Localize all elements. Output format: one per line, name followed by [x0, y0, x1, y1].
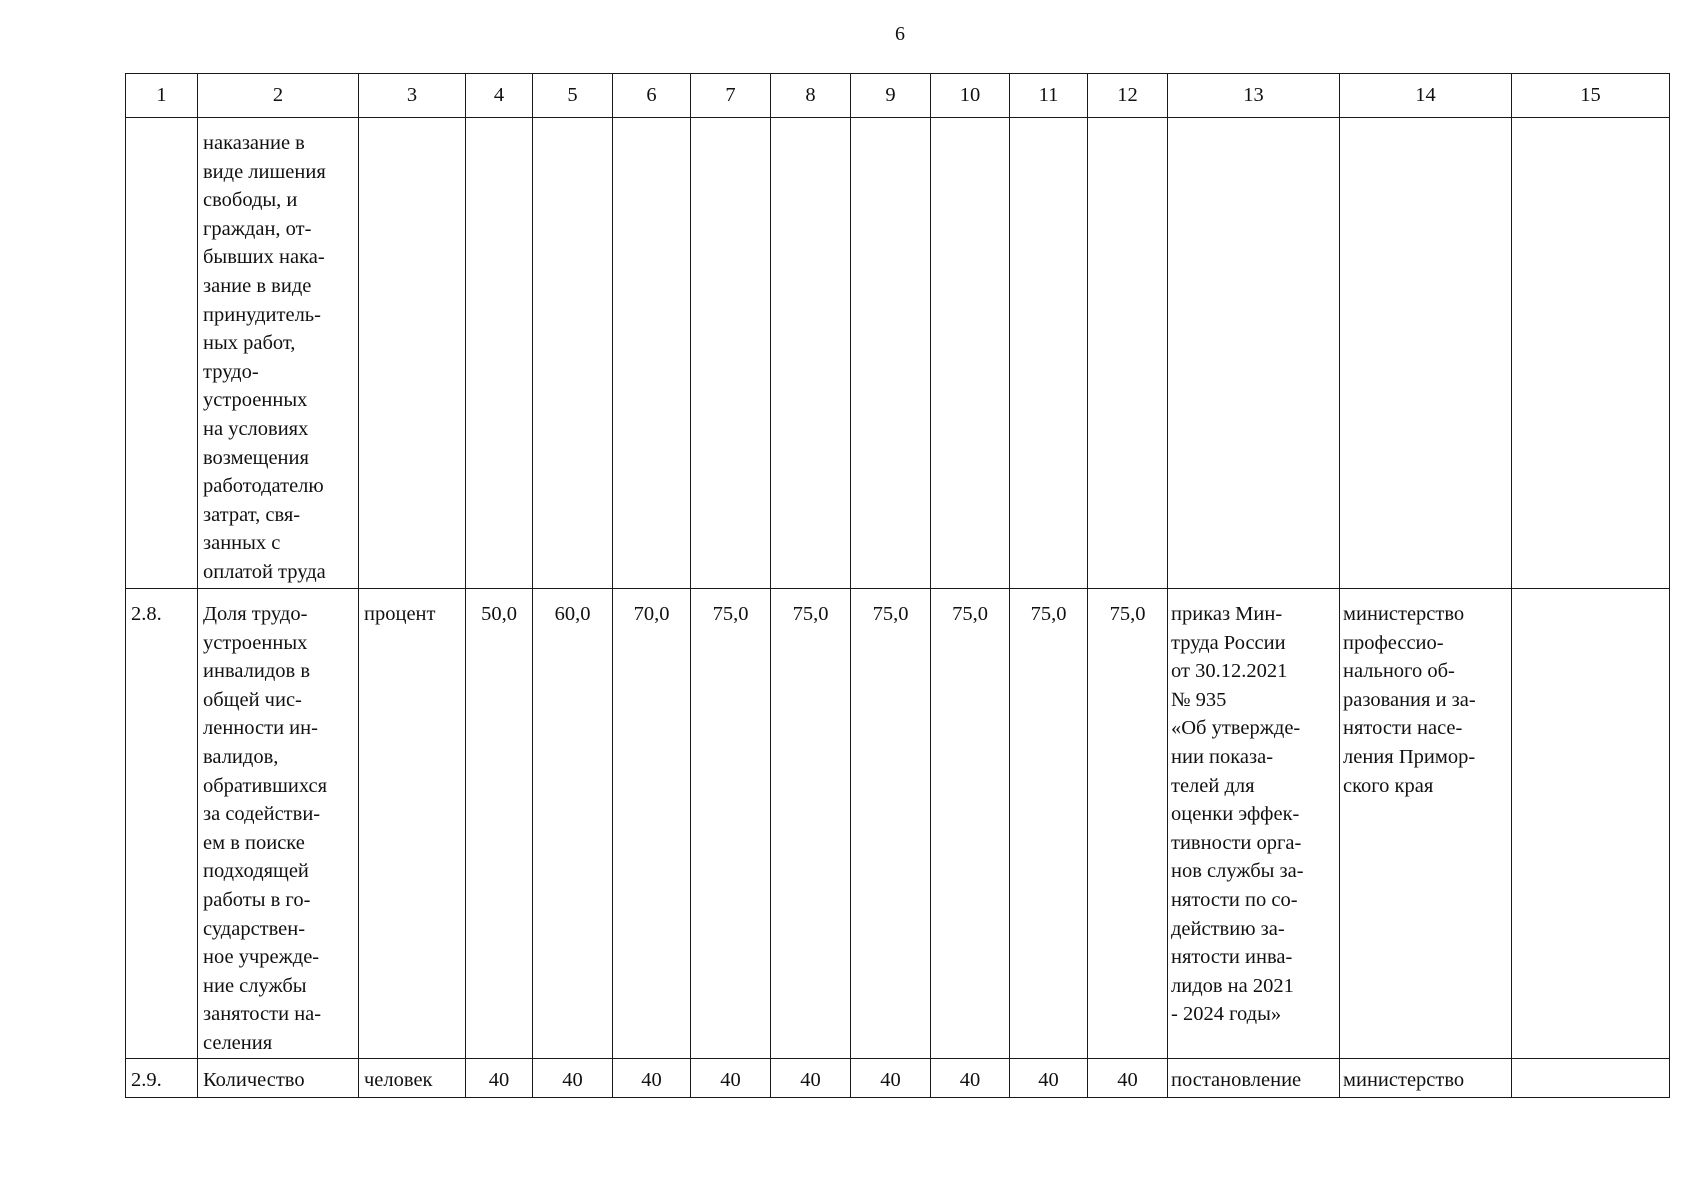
value: 40 [488, 1068, 510, 1091]
document-cell [1168, 1058, 1340, 1097]
indicator-name-cell [198, 589, 359, 1059]
row-number-cell [126, 118, 198, 589]
value: 40 [1038, 1068, 1059, 1091]
value [691, 118, 770, 129]
responsible-body: министерство [1343, 1068, 1465, 1091]
value [1010, 118, 1087, 129]
responsible-body [1340, 118, 1511, 129]
column-15-value [1512, 118, 1669, 129]
value-cell [851, 1058, 931, 1097]
value [851, 118, 930, 129]
responsible-cell [1340, 589, 1512, 1059]
indicator-name-cell [198, 118, 359, 589]
value-cell [691, 589, 771, 1059]
value-cell [466, 1058, 533, 1097]
value-cell [613, 1058, 691, 1097]
column-header: 3 [359, 74, 466, 118]
column-header: 14 [1340, 74, 1512, 118]
value: 75,0 [712, 603, 749, 625]
value [613, 118, 690, 129]
column-15-cell [1512, 118, 1670, 589]
value [931, 118, 1009, 129]
column-header: 9 [851, 74, 931, 118]
source-document: приказ Мин- труда России от 30.12.2021 № 935 «Об утвержде- нии показа- телей для оценки эффек- тивности орга- нов службы за- нятости по со- действию за- нятости инва- лидов на 2021 - 2024 годы» [1171, 603, 1304, 1026]
unit [359, 118, 465, 129]
unit-cell [359, 118, 466, 589]
value-cell [851, 118, 931, 589]
unit-cell [359, 1058, 466, 1097]
column-15-cell [1512, 589, 1670, 1059]
value-cell [533, 1058, 613, 1097]
value [771, 118, 850, 129]
value-cell [1088, 1058, 1168, 1097]
table-row-2-8 [126, 589, 1670, 1059]
header-row [126, 74, 1670, 118]
column-header: 13 [1168, 74, 1340, 118]
value: 75,0 [872, 603, 909, 625]
value-cell [466, 589, 533, 1059]
value-cell [1010, 118, 1088, 589]
column-header: 1 [126, 74, 198, 118]
document-cell [1168, 118, 1340, 589]
column-header: 4 [466, 74, 533, 118]
value: 60,0 [554, 603, 591, 625]
indicator-name: наказание в виде лишения свободы, и граждан, от- бывших нака- зание в виде принудитель- ных работ, трудо- устроенных на условиях возмещения работодателю затрат, свя- занных с оплатой труда [203, 132, 326, 583]
value-cell [771, 589, 851, 1059]
value [1088, 118, 1167, 129]
page-number: 6 [895, 23, 905, 45]
value-cell [771, 1058, 851, 1097]
value-cell [533, 118, 613, 589]
indicator-name: Количество [203, 1068, 305, 1091]
unit: человек [364, 1068, 433, 1091]
value: 70,0 [633, 603, 670, 625]
value-cell [691, 1058, 771, 1097]
row-number [126, 118, 197, 129]
document-cell [1168, 589, 1340, 1059]
value: 40 [562, 1068, 583, 1091]
value [466, 118, 532, 129]
value: 75,0 [952, 603, 988, 625]
column-header: 12 [1088, 74, 1168, 118]
responsible-cell [1340, 118, 1512, 589]
value: 50,0 [481, 603, 517, 625]
indicator-name: Доля трудо- устроенных инвалидов в общей чис- ленности ин- валидов, обратившихся за содействи- ем в поиске подходящей работы в го- сударствен- ное учрежде- ние службы занятости на- селения [203, 603, 328, 1054]
value-cell [533, 589, 613, 1059]
value: 40 [641, 1068, 662, 1091]
value: 75,0 [1109, 603, 1146, 625]
row-number-cell [126, 589, 198, 1059]
value [533, 118, 612, 129]
value-cell [1010, 1058, 1088, 1097]
value: 40 [880, 1068, 901, 1091]
value: 75,0 [1030, 603, 1067, 625]
value: 75,0 [792, 603, 829, 625]
source-document [1168, 118, 1339, 129]
value-cell [466, 118, 533, 589]
value-cell [1088, 589, 1168, 1059]
value-cell [613, 589, 691, 1059]
row-number: 2.8. [131, 603, 162, 625]
row-number-cell [126, 1058, 198, 1097]
column-header: 7 [691, 74, 771, 118]
source-document: постановление [1171, 1068, 1302, 1091]
column-header: 8 [771, 74, 851, 118]
indicators-table [125, 73, 1670, 1098]
value-cell [771, 118, 851, 589]
table-row-2-9 [126, 1058, 1670, 1097]
column-header: 11 [1010, 74, 1088, 118]
value-cell [931, 589, 1010, 1059]
column-header: 15 [1512, 74, 1670, 118]
value: 40 [1117, 1068, 1138, 1091]
value: 40 [720, 1068, 741, 1091]
value-cell [691, 118, 771, 589]
responsible-body: министерство профессио- нального об- разования и за- нятости насе- ления Примор- ского края [1343, 603, 1476, 797]
column-15-value [1512, 1059, 1669, 1066]
table-row-continuation [126, 118, 1670, 589]
column-15-cell [1512, 1058, 1670, 1097]
unit-cell [359, 589, 466, 1059]
column-header: 10 [931, 74, 1010, 118]
column-header: 5 [533, 74, 613, 118]
value-cell [931, 118, 1010, 589]
value: 40 [800, 1068, 821, 1091]
column-header: 6 [613, 74, 691, 118]
column-15-value [1512, 589, 1669, 600]
value-cell [851, 589, 931, 1059]
unit: процент [364, 603, 436, 625]
value-cell [1088, 118, 1168, 589]
value-cell [613, 118, 691, 589]
row-number: 2.9. [131, 1068, 162, 1091]
value-cell [1010, 589, 1088, 1059]
indicator-name-cell [198, 1058, 359, 1097]
value: 40 [959, 1068, 981, 1091]
column-header: 2 [198, 74, 359, 118]
value-cell [931, 1058, 1010, 1097]
responsible-cell [1340, 1058, 1512, 1097]
